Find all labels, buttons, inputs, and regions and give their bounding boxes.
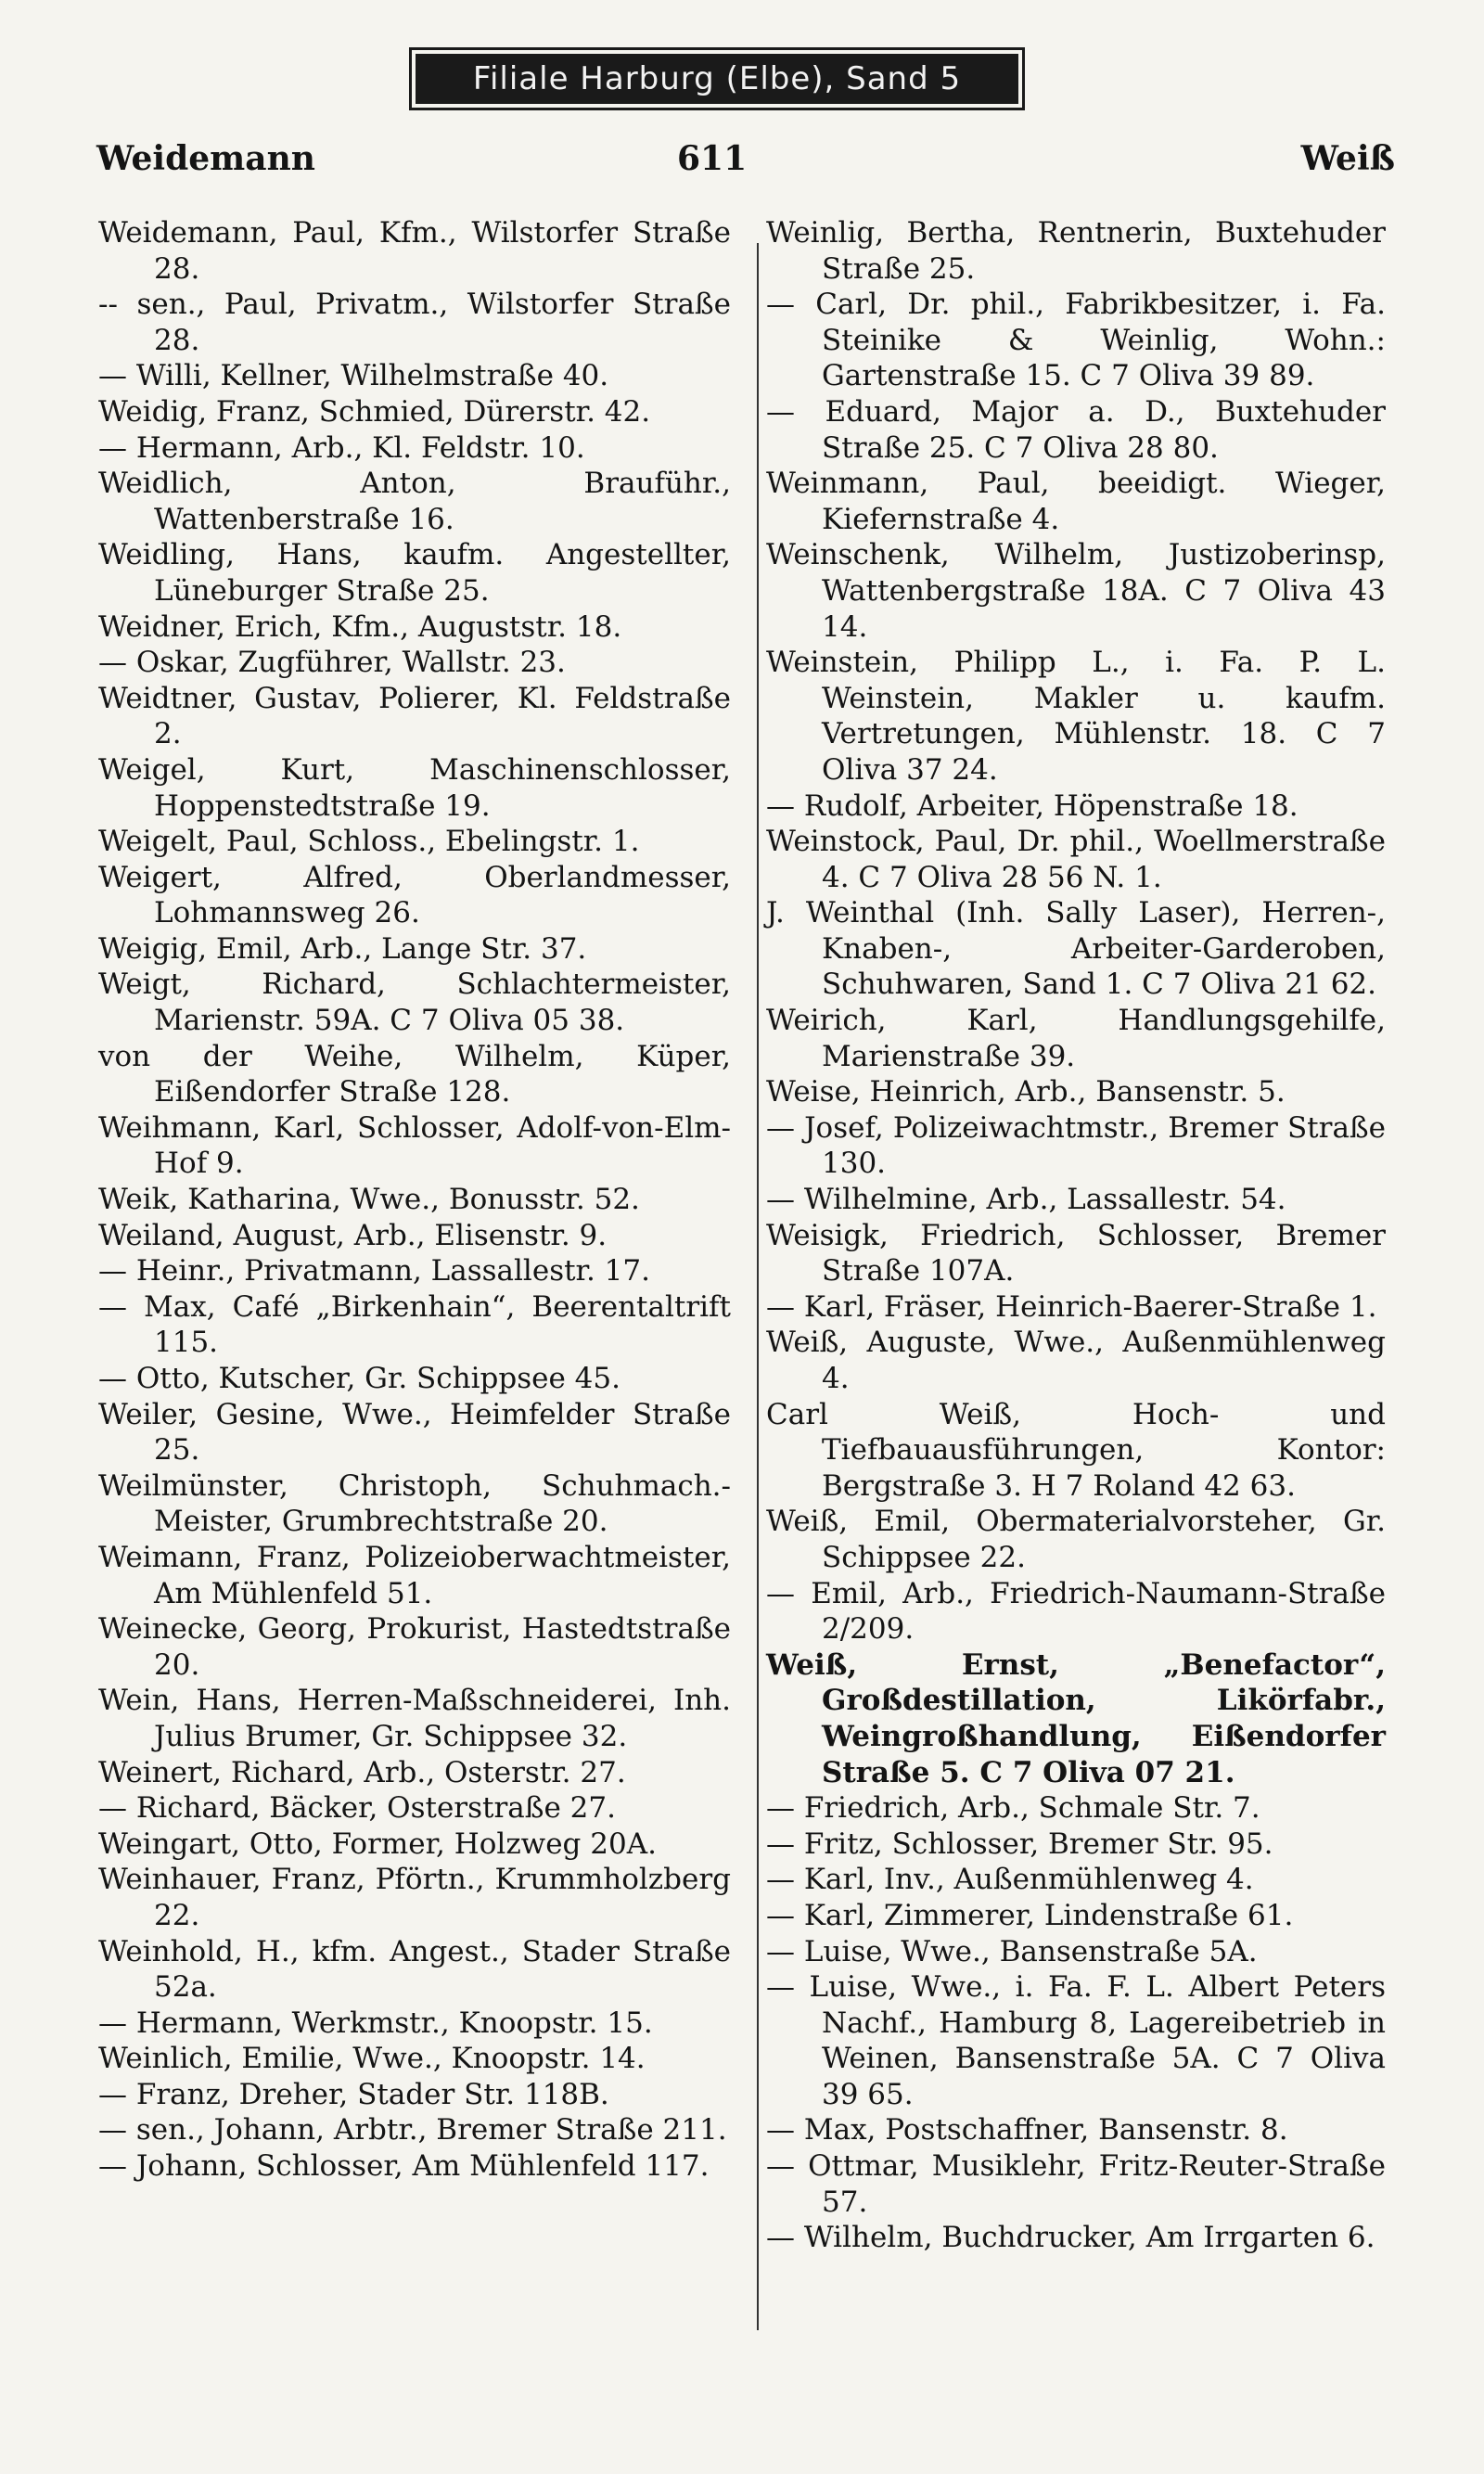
directory-entry: Weidemann, Paul, Kfm., Wilstorfer Straße 28.: [98, 216, 731, 286]
directory-entry: — Josef, Polizeiwachtmstr., Bremer Straße 130.: [766, 1110, 1386, 1181]
directory-entry: Weinecke, Georg, Prokurist, Hastedtstraße 20.: [98, 1612, 731, 1682]
directory-entry: Weik, Katharina, Wwe., Bonusstr. 52.: [98, 1183, 640, 1217]
directory-entry: Weiland, August, Arb., Elisenstr. 9.: [98, 1218, 608, 1252]
directory-entry: Weinstein, Philipp L., i. Fa. P. L. Weinstein, Makler u. kaufm. Vertretungen, Mühlenstr. 18. C 7 Oliva 37 24.: [766, 646, 1386, 787]
directory-entry: — Willi, Kellner, Wilhelmstraße 40.: [98, 359, 609, 393]
directory-entry: -- sen., Paul, Privatm., Wilstorfer Straße 28.: [98, 288, 731, 357]
directory-entry: Weimann, Franz, Polizeioberwachtmeister, Am Mühlenfeld 51.: [98, 1540, 731, 1610]
page-number: 611: [677, 139, 748, 178]
right-column: [766, 215, 1386, 2256]
directory-entry: — Franz, Dreher, Stader Str. 118B.: [98, 2077, 609, 2111]
directory-entry: — Oskar, Zugführer, Wallstr. 23.: [98, 646, 566, 680]
directory-entry: Weigert, Alfred, Oberlandmesser, Lohmannsweg 26.: [98, 860, 731, 930]
directory-entry: Weinert, Richard, Arb., Osterstr. 27.: [98, 1755, 626, 1789]
directory-entry: — sen., Johann, Arbtr., Bremer Straße 211.: [98, 2113, 727, 2147]
directory-entry: — Wilhelmine, Arb., Lassallestr. 54.: [766, 1183, 1286, 1217]
directory-entry: Weinschenk, Wilhelm, Justizoberinsp, Wattenbergstraße 18A. C 7 Oliva 43 14.: [766, 538, 1386, 644]
directory-entry: Weigelt, Paul, Schloss., Ebelingstr. 1.: [98, 825, 640, 859]
directory-entry: Weigt, Richard, Schlachtermeister, Marienstr. 59A. C 7 Oliva 05 38.: [98, 968, 731, 1038]
directory-entry: Weidling, Hans, kaufm. Angestellter, Lüneburger Straße 25.: [98, 538, 731, 608]
directory-entry: Weiß, Auguste, Wwe., Außenmühlenweg 4.: [766, 1326, 1386, 1395]
directory-entry: Weisigk, Friedrich, Schlosser, Bremer Straße 107A.: [766, 1218, 1386, 1288]
directory-entry: Weise, Heinrich, Arb., Bansenstr. 5.: [766, 1075, 1286, 1109]
directory-entry: Weidig, Franz, Schmied, Dürerstr. 42.: [98, 394, 651, 429]
directory-entry: Weinhauer, Franz, Pförtn., Krummholzberg 22.: [98, 1863, 731, 1932]
directory-entry: Weihmann, Karl, Schlosser, Adolf-von-Elm-Hof 9.: [98, 1110, 731, 1181]
directory-entry: — Karl, Inv., Außenmühlenweg 4.: [766, 1863, 1254, 1897]
directory-entry: — Luise, Wwe., i. Fa. F. L. Albert Peters Nachf., Hamburg 8, Lagereibetrieb in Weinen, Bansenstraße 5A. C 7 Oliva 39 65.: [766, 1970, 1386, 2111]
directory-entry: Weiler, Gesine, Wwe., Heimfelder Straße 25.: [98, 1397, 731, 1468]
directory-entry: — Max, Postschaffner, Bansenstr. 8.: [766, 2113, 1288, 2147]
directory-entry: — Wilhelm, Buchdrucker, Am Irrgarten 6.: [766, 2221, 1375, 2255]
directory-entry: — Friedrich, Arb., Schmale Str. 7.: [766, 1791, 1260, 1826]
directory-entry: — Karl, Fräser, Heinrich-Baerer-Straße 1.: [766, 1289, 1377, 1324]
directory-entry: — Ottmar, Musiklehr, Fritz-Reuter-Straße 57.: [766, 2149, 1386, 2219]
directory-entry: Weinlig, Bertha, Rentnerin, Buxtehuder Straße 25.: [766, 216, 1386, 286]
left-column: [98, 215, 731, 2185]
directory-entry: — Karl, Zimmerer, Lindenstraße 61.: [766, 1898, 1294, 1932]
running-head-first-name: Weidemann: [96, 139, 315, 178]
directory-entry-bold: Weiß, Ernst, „Benefactor“, Großdestillation, Likörfabr., Weingroßhandlung, Eißendorfer Straße 5. C 7 Oliva 07 21.: [766, 1647, 1386, 1789]
directory-entry: — Luise, Wwe., Bansenstraße 5A.: [766, 1934, 1258, 1968]
directory-entry: Weigel, Kurt, Maschinenschlosser, Hoppenstedtstraße 19.: [98, 752, 731, 823]
directory-entry: — Fritz, Schlosser, Bremer Str. 95.: [766, 1827, 1273, 1861]
directory-entry: — Hermann, Werkmstr., Knoopstr. 15.: [98, 2006, 653, 2040]
column-divider: [757, 243, 759, 2330]
directory-entry: — Richard, Bäcker, Osterstraße 27.: [98, 1791, 616, 1826]
directory-entry: — Heinr., Privatmann, Lassallestr. 17.: [98, 1254, 650, 1288]
directory-entry: — Hermann, Arb., Kl. Feldstr. 10.: [98, 430, 585, 465]
directory-entry: Weinmann, Paul, beeidigt. Wieger, Kiefernstraße 4.: [766, 467, 1386, 536]
directory-entry: Weidtner, Gustav, Polierer, Kl. Feldstraße 2.: [98, 681, 731, 751]
directory-entry: J. Weinthal (Inh. Sally Laser), Herren-, Knaben-, Arbeiter-Garderoben, Schuhwaren, Sand 1. C 7 Oliva 21 62.: [766, 896, 1386, 1002]
directory-entry: Weigig, Emil, Arb., Lange Str. 37.: [98, 931, 587, 966]
directory-entry: Weingart, Otto, Former, Holzweg 20A.: [98, 1827, 657, 1861]
directory-entry: Weinhold, H., kfm. Angest., Stader Straße 52a.: [98, 1934, 731, 2005]
directory-entry: — Eduard, Major a. D., Buxtehuder Straße 25. C 7 Oliva 28 80.: [766, 394, 1386, 465]
directory-entry: — Emil, Arb., Friedrich-Naumann-Straße 2/209.: [766, 1576, 1386, 1647]
directory-entry: Weinstock, Paul, Dr. phil., Woellmerstraße 4. C 7 Oliva 28 56 N. 1.: [766, 825, 1386, 894]
directory-entry: Weinlich, Emilie, Wwe., Knoopstr. 14.: [98, 2042, 646, 2076]
directory-entry: Weilmünster, Christoph, Schuhmach.-Meister, Grumbrechtstraße 20.: [98, 1468, 731, 1539]
directory-entry: von der Weihe, Wilhelm, Küper, Eißendorfer Straße 128.: [98, 1039, 731, 1109]
directory-entry: Wein, Hans, Herren-Maßschneiderei, Inh. Julius Brumer, Gr. Schippsee 32.: [98, 1684, 731, 1753]
directory-entry: Weidlich, Anton, Brauführ., Wattenberstraße 16.: [98, 467, 731, 536]
branch-banner: Filiale Harburg (Elbe), Sand 5: [416, 54, 1018, 104]
directory-entry: — Carl, Dr. phil., Fabrikbesitzer, i. Fa. Steinike & Weinlig, Wohn.: Gartenstraße 15. C 7 Oliva 39 89.: [766, 288, 1386, 393]
directory-entry: — Rudolf, Arbeiter, Höpenstraße 18.: [766, 788, 1298, 823]
directory-entry: Weirich, Karl, Handlungsgehilfe, Marienstraße 39.: [766, 1004, 1386, 1073]
directory-entry: — Otto, Kutscher, Gr. Schippsee 45.: [98, 1362, 620, 1395]
directory-entry: Weiß, Emil, Obermaterialvorsteher, Gr. Schippsee 22.: [766, 1505, 1386, 1574]
directory-entry: Weidner, Erich, Kfm., Auguststr. 18.: [98, 609, 622, 644]
directory-entry: Carl Weiß, Hoch- und Tiefbauausführungen, Kontor: Bergstraße 3. H 7 Roland 42 63.: [766, 1397, 1386, 1503]
directory-entry: — Max, Café „Birkenhain“, Beerentaltrift 115.: [98, 1289, 731, 1360]
directory-entry: — Johann, Schlosser, Am Mühlenfeld 117.: [98, 2149, 710, 2184]
running-head-last-name: Weiß: [1300, 139, 1395, 178]
